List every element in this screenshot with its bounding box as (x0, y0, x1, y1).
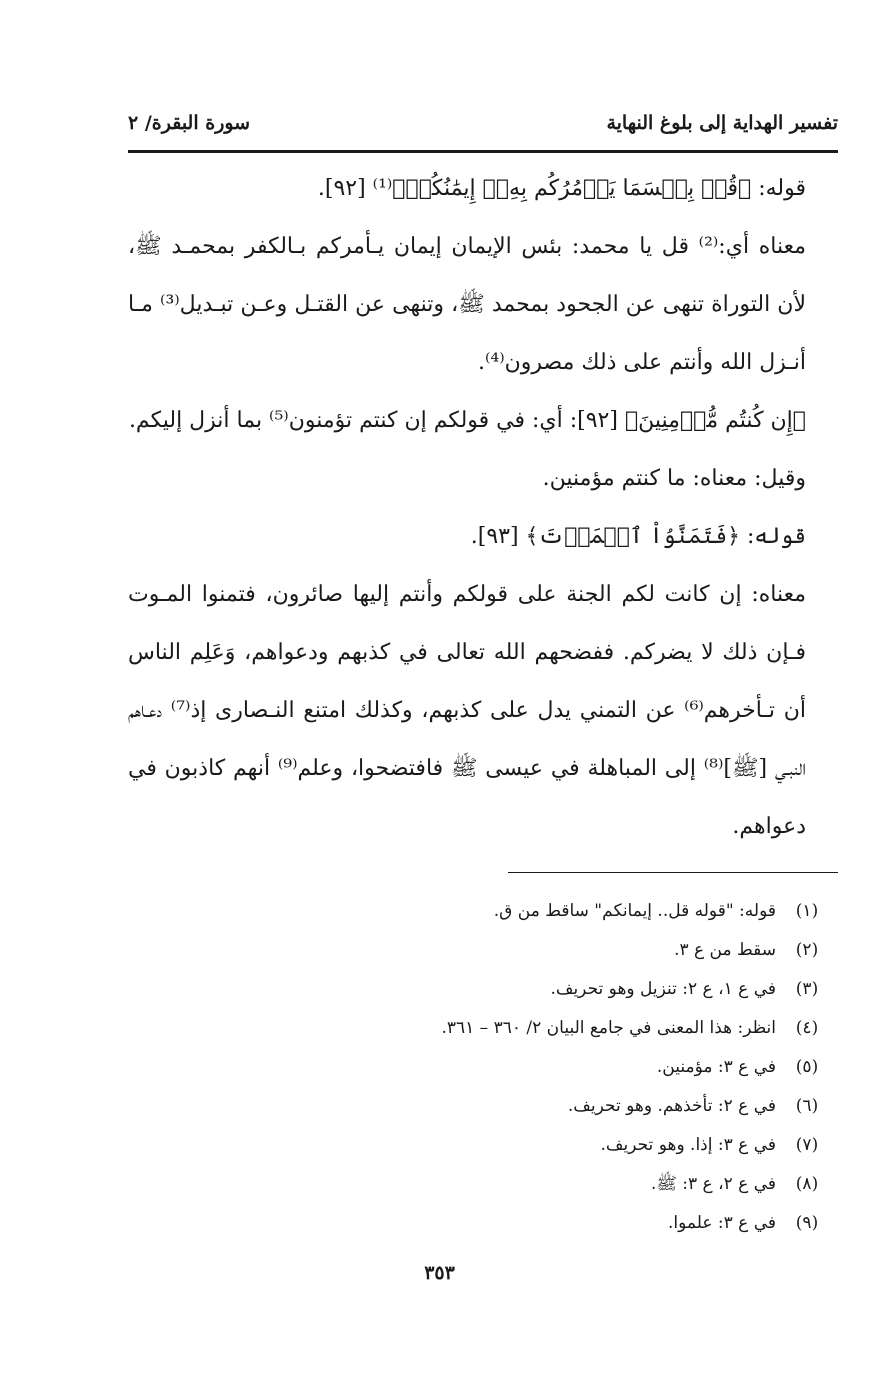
footnote-number: (٦) (795, 1096, 819, 1116)
footnote-text: في ع ٣: علموا. (667, 1213, 776, 1233)
footnote-number: (٩) (795, 1213, 819, 1233)
footnote-divider (508, 872, 838, 873)
footnote-text: في ع ٢: تأخذهم. وهو تحريف. (567, 1096, 776, 1116)
footnote-text: قوله: "قوله قل.. إيمانكم" ساقط من ق. (493, 901, 776, 921)
footnotes-list (128, 892, 838, 1243)
footnote-item (128, 892, 838, 931)
footnote-number: (٤) (795, 1018, 819, 1038)
paragraph-meaning-92: معناه أي:⁽²⁾ قل يا محمد: بئس الإيمان إيمان يـأمركم بـالكفر بمحمـد ﷺ، لأن التوراة تنهى عن الجحود بمحمد ﷺ، وتنهى عن القتـل وعـن تبـديل⁽³⁾ مـا أنـزل الله وأنتم على ذلك مصرون⁽⁴⁾. (128, 234, 807, 375)
footnote-number: (٥) (795, 1057, 819, 1077)
footnote-item (128, 1009, 838, 1048)
section-title: سورة البقرة/ ٢ (128, 112, 251, 134)
paragraph-verse-92: قوله: ﴿قُلۡ بِئۡسَمَا يَأۡمُرُكُم بِهِۦٓ إِيمَٰنُكُمۡ﴾⁽¹⁾ [٩٢]. (317, 176, 806, 201)
footnote-item (128, 1087, 838, 1126)
footnote-text: في ع ٣: إذا. وهو تحريف. (600, 1135, 776, 1155)
paragraph-verse-92-cont: ﴿إِن كُنتُم مُّؤۡمِنِينَ﴾ [٩٢]: أي: في قولكم إن كنتم تؤمنون⁽⁵⁾ بما أنزل إليكم. (128, 408, 806, 433)
paragraph-verse-93: قوله: ﴿فَتَمَنَّوُاْ ٱلۡمَوۡتَ﴾ [٩٣]. (470, 524, 806, 549)
paragraph-meaning-93: معناه: إن كانت لكم الجنة على قولكم وأنتم إليها صائرون، فتمنوا المـوت فـإن ذلك لا يضركم. ففضحهم الله تعالى في كذبهم ودعواهم، وَعَلِم الناس أن تـأخرهم⁽⁶⁾ عن التمني يدل على كذبهم، وكذلك امتنع النـصارى إذ⁽⁷⁾ دعـاهم النبـي [ﷺ]⁽⁸⁾ إلى المباهلة في عيسى ﷺ فافتضحوا، وعلم⁽⁹⁾ أنهم كاذبون في دعواهم. (128, 582, 807, 839)
footnote-text: في ع ٣: مؤمنين. (656, 1057, 776, 1077)
footnote-item (128, 1126, 838, 1165)
footnote-number: (٨) (795, 1174, 819, 1194)
footnote-item (128, 1048, 838, 1087)
footnote-item (128, 931, 838, 970)
footnote-text: في ع ٢، ع ٣: ﷺ. (650, 1174, 776, 1194)
footnote-number: (٧) (795, 1135, 819, 1155)
footnote-item (128, 970, 838, 1009)
footnote-number: (٣) (795, 979, 819, 999)
paragraph-alternate-view: وقيل: معناه: ما كنتم مؤمنين. (542, 466, 806, 491)
footnote-item (128, 1204, 838, 1243)
footnote-item (128, 1165, 838, 1204)
main-text (128, 160, 838, 856)
page-number: ٣٥٣ (424, 1262, 455, 1284)
book-title: تفسير الهداية إلى بلوغ النهاية (606, 112, 838, 134)
footnote-text: في ع ١، ع ٢: تنزيل وهو تحريف. (550, 979, 776, 999)
footnote-text: انظر: هذا المعنى في جامع البيان ٢/ ٣٦٠ – ٣٦١. (441, 1018, 776, 1038)
footnote-number: (١) (795, 901, 819, 921)
footnote-number: (٢) (795, 940, 819, 960)
header-divider (128, 150, 838, 153)
footnote-text: سقط من ع ٣. (674, 940, 776, 960)
running-header (128, 110, 838, 140)
